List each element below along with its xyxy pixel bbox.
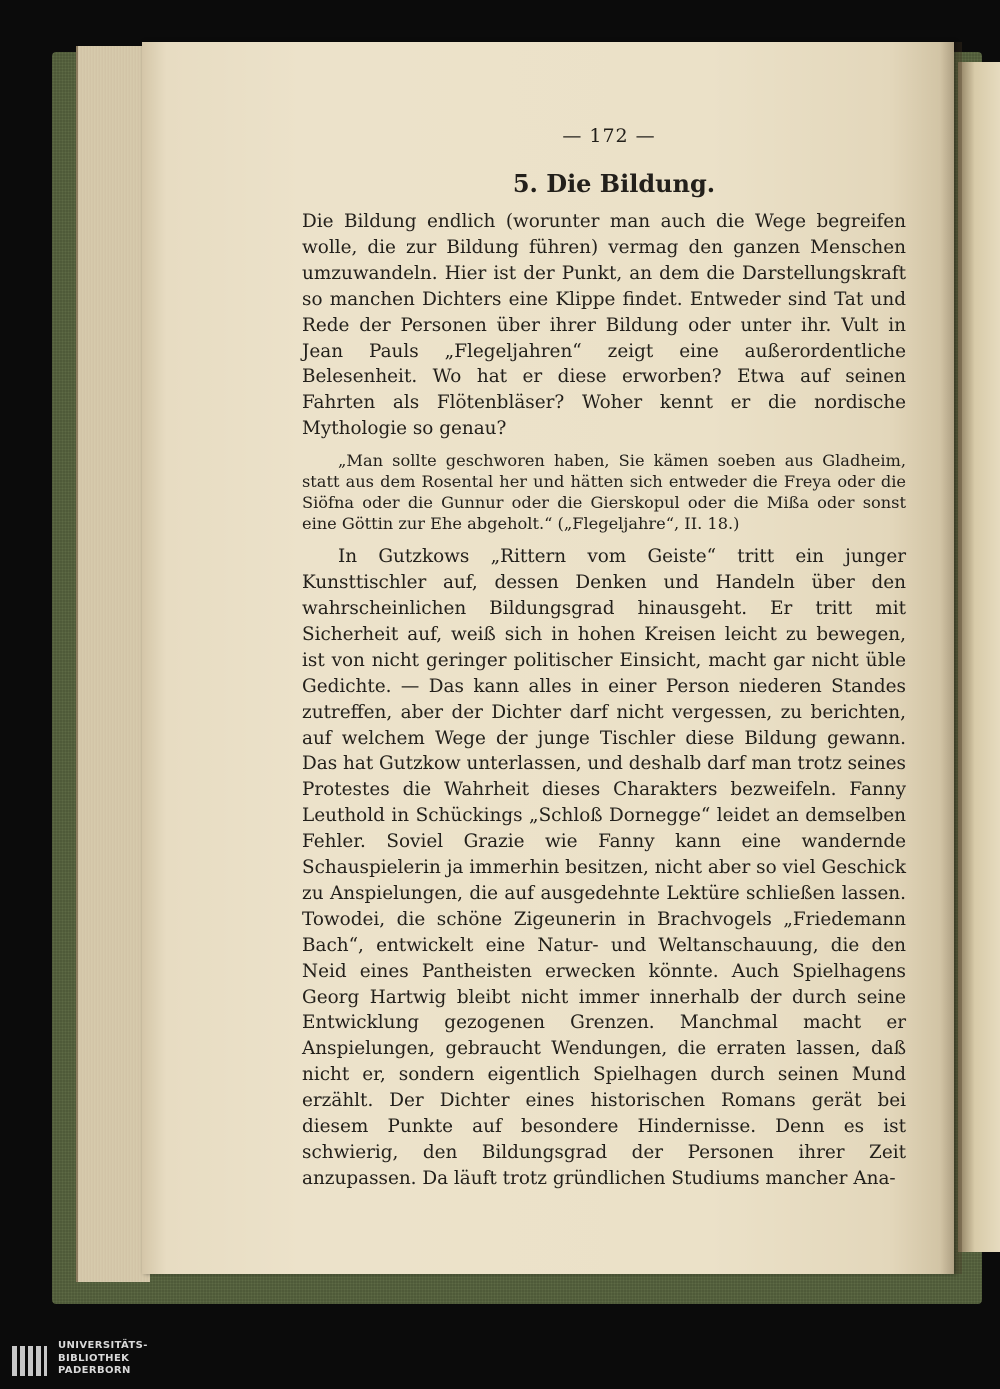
block-quote: „Man sollte geschworen haben, Sie kämen soeben aus Gladheim, statt aus dem Rosental her und hätten sich entweder die Freya oder die Siöfna oder die Gunnur oder die Gierskopul oder die Mißa oder sonst eine Göttin zur Ehe abgeholt.“ („Flegeljahre“, II. 18.) [302, 451, 906, 534]
page-edges [76, 46, 150, 1282]
library-name-line-1: UNIVERSITÄTS- [58, 1340, 148, 1351]
library-name-line-3: PADERBORN [58, 1365, 131, 1376]
library-logo-icon [8, 1342, 50, 1380]
facing-page-edge [958, 62, 1000, 1252]
library-logo [8, 1340, 188, 1384]
gutter-shadow [940, 42, 962, 1274]
library-name-line-2: BIBLIOTHEK [58, 1352, 130, 1364]
chapter-title: 5. Die Bildung. [512, 169, 716, 198]
page-number: — 172 — [562, 125, 656, 147]
paragraph-2: In Gutzkows „Rittern vom Geiste“ tritt ein junger Kunsttischler auf, dessen Denken und Handeln über den wahrscheinlichen Bildungsgrad hinausgeht. Er tritt mit Sicherheit auf, weiß sich in hohen Kreisen leicht zu bewegen, ist von nicht geringer politischer Einsicht, macht gar nicht üble Gedichte. — Das kann alles in einer Person niederen Standes zutreffen, aber der Dichter darf nicht vergessen, zu berichten, auf welchem Wege der junge Tischler diese Bildung gewann. Das hat Gutzkow unterlassen, und deshalb darf man trotz seines Protestes die Wahrheit dieses Charakters bezweifeln. Fanny Leuthold in Schückings „Schloß Dornegge“ leidet an demselben Fehler. Soviel Grazie wie Fanny kann eine wandernde Schauspielerin ja immerhin besitzen, nicht aber so viel Geschick zu Anspielungen, die auf ausgedehnte Lektüre schließen lassen. Towodei, die schöne Zigeunerin in Brachvogels „Friedemann Bach“, entwickelt eine Natur- und Weltanschauung, die den Neid eines Pantheisten erwecken könnte. Auch Spielhagens Georg Hartwig bleibt nicht immer innerhalb der durch seine Entwicklung gezogenen Grenzen. Manchmal macht er Anspielungen, gebraucht Wendungen, die erraten lassen, daß nicht er, sondern eigentlich Spielhagen durch seinen Mund erzählt. Der Dichter eines historischen Romans gerät bei diesem Punkte auf besondere Hindernisse. Denn es ist schwierig, den Bildungsgrad der Personen ihrer Zeit anzupassen. Da läuft trotz gründlichen Studiums mancher Ana- [302, 546, 906, 1189]
page-text [302, 125, 906, 1192]
paragraph-1: Die Bildung endlich (worunter man auch die Wege begreifen wolle, die zur Bildung führen) vermag den ganzen Menschen umzuwandeln. Hier ist der Punkt, an dem die Darstellungskraft so manchen Dichters eine Klippe findet. Entweder sind Tat und Rede der Personen über ihrer Bildung oder unter ihr. Vult in Jean Pauls „Flegeljahren“ zeigt eine außerordentliche Belesenheit. Wo hat er diese erworben? Etwa auf seinen Fahrten als Flötenbläser? Woher kennt er die nordische Mythologie so genau? [302, 211, 906, 440]
